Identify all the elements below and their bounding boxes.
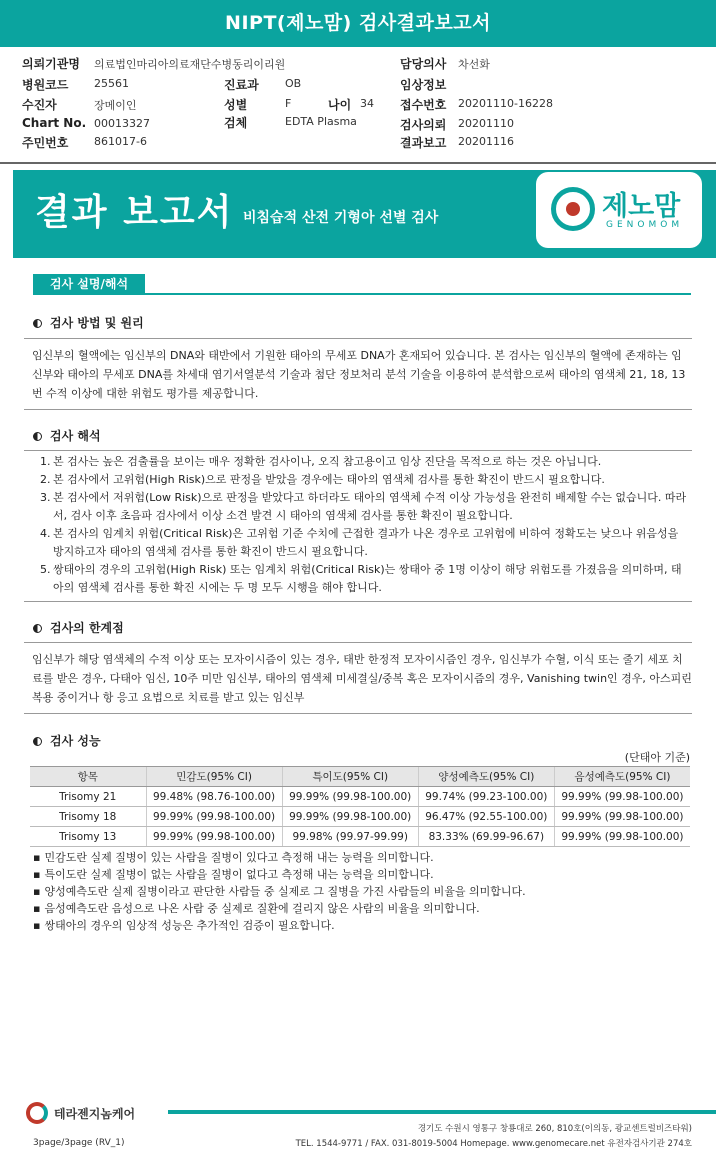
logo-text: 제노맘 [602, 191, 681, 222]
performance-table [30, 766, 690, 847]
genomom-logo-icon [551, 187, 595, 231]
divider [24, 450, 692, 451]
table-cell: Trisomy 21 [30, 787, 146, 807]
doctor-value: 차선화 [458, 58, 490, 71]
list-item: 3. 본 검사에서 저위험(Low Risk)으로 판정을 받았다고 하더라도 태아의 염색체 수적 이상 가능성을 완전히 배제할 수는 없습니다. 따라서, 검사 이후 초음파 검사에서 이상 소견 발견 시 태아의 염색체 검사를 통한 확진이 필요합니다. [40, 491, 687, 522]
receiver-value: 장메이인 [94, 99, 137, 112]
table-cell: Trisomy 18 [30, 807, 146, 827]
table-cell: 99.99% (99.98-100.00) [282, 807, 418, 827]
company-logo-icon [26, 1102, 48, 1124]
report-title: NIPT(제노맘) 검사결과보고서 [0, 0, 716, 47]
table-cell: 99.48% (98.76-100.00) [146, 787, 282, 807]
interpret-heading: 검사 해석 [33, 427, 101, 444]
table-cell: 99.99% (99.98-100.00) [554, 787, 690, 807]
patient-info [22, 51, 702, 151]
unit-note: (단태아 기준) [624, 751, 690, 764]
note-item: ▪ 쌍태아의 경우의 임상적 성능은 추가적인 검증이 필요합니다. [33, 917, 693, 934]
note-item: ▪ 민감도란 실제 질병이 있는 사람을 질병이 있다고 측정해 내는 능력을 의미합니다. [33, 849, 693, 866]
table-row [30, 827, 690, 847]
half-circle-icon [33, 432, 42, 441]
table-cell: 99.99% (99.98-100.00) [146, 827, 282, 847]
divider [24, 713, 692, 714]
method-body: 임신부의 혈액에는 임신부의 DNA와 태반에서 기원한 태아의 무세포 DNA가 혼재되어 있습니다. 본 검사는 임신부의 혈액에 존재하는 임신부와 태아의 무세포 DNA를 차세대 염기서열분석 기술과 첨단 정보처리 분석 기술을 이용하여 분석함으로써 태아의 염색체 21, 18, 13번 수적 이상에 대한 위험도 평가를 제공합니다. [32, 349, 686, 400]
note-item: ▪ 양성예측도란 실제 질병이라고 판단한 사람들 중 실제로 그 질병을 가진 사람들의 비율을 의미합니다. [33, 883, 693, 900]
table-row [30, 807, 690, 827]
clinical-label: 임상정보 [400, 78, 447, 92]
chart-value: 00013327 [94, 117, 150, 130]
company-contact: TEL. 1544-9771 / FAX. 031-8019-5004 Homepage. www.genomecare.net 유전자검사기관 274호 [295, 1139, 692, 1149]
accession-label: 접수번호 [400, 98, 447, 112]
table-cell: 83.33% (69.99-96.67) [418, 827, 554, 847]
table-cell: 96.47% (92.55-100.00) [418, 807, 554, 827]
method-heading: 검사 방법 및 원리 [33, 314, 144, 331]
section-tab: 검사 설명/해석 [33, 274, 145, 294]
age-label: 나이 [328, 98, 352, 112]
performance-heading: 검사 성능 [33, 732, 101, 749]
half-circle-icon [33, 624, 42, 633]
id-label: 주민번호 [22, 136, 69, 150]
table-cell: 99.99% (99.98-100.00) [554, 827, 690, 847]
column-header: 특이도(95% CI) [282, 767, 418, 787]
sex-value: F [285, 97, 292, 110]
table-cell: Trisomy 13 [30, 827, 146, 847]
company-name: 테라젠지놈케어 [54, 1107, 136, 1121]
column-header: 항목 [30, 767, 146, 787]
result-banner [13, 170, 716, 258]
interpret-list [40, 453, 690, 597]
divider [24, 642, 692, 643]
report-date-label: 결과보고 [400, 136, 447, 150]
receiver-label: 수진자 [22, 98, 57, 112]
table-cell: 99.98% (99.97-99.99) [282, 827, 418, 847]
list-item: 2. 본 검사에서 고위험(High Risk)으로 판정을 받았을 경우에는 태아의 염색체 검사를 통한 확진이 반드시 필요합니다. [40, 473, 605, 486]
table-cell: 99.99% (99.98-100.00) [282, 787, 418, 807]
limits-heading: 검사의 한계점 [33, 619, 124, 636]
header-divider [0, 162, 716, 164]
sex-label: 성별 [224, 98, 248, 112]
accession-value: 20201110-16228 [458, 97, 553, 110]
table-header-row [30, 767, 690, 787]
hospital-code-value: 25561 [94, 77, 129, 90]
column-header: 민감도(95% CI) [146, 767, 282, 787]
list-item: 4. 본 검사의 임계치 위험(Critical Risk)은 고위험 기준 수치에 근접한 결과가 나온 경우로 고위험에 비하여 정확도는 낮으나 위음성을 방지하고자 태아의 염색체 검사를 통한 확진이 반드시 필요합니다. [40, 527, 679, 558]
divider [24, 338, 692, 339]
section-underline [33, 293, 691, 295]
column-header: 양성예측도(95% CI) [418, 767, 554, 787]
dept-label: 진료과 [224, 78, 259, 92]
dept-value: OB [285, 77, 302, 90]
list-item: 1. 본 검사는 높은 검출률을 보이는 매우 정확한 검사이나, 오직 참고용이고 임상 진단을 목적으로 하는 것은 아닙니다. [40, 455, 602, 468]
chart-label: Chart No. [22, 116, 87, 130]
id-value: 861017-6 [94, 135, 147, 148]
report-date-value: 20201116 [458, 135, 514, 148]
limits-body: 임신부가 해당 염색체의 수적 이상 또는 모자이시즘이 있는 경우, 태반 한정적 모자이시즘인 경우, 임신부가 수혈, 이식 또는 줄기 세포 치료를 받은 경우, 다태아 임신, 10주 미만 임신부, 태아의 염색체 미세결실/중복 혹은 모자이시즘의 경우, Vanishing twin인 경우, 아스피린 복용 중이거나 항 응고 요법으로 치료를 받고 있는 임신부 [32, 653, 692, 704]
note-item: ▪ 특이도란 실제 질병이 없는 사람을 질병이 없다고 측정해 내는 능력을 의미합니다. [33, 866, 693, 883]
banner-title: 결과 보고서 [35, 192, 234, 233]
specimen-value: EDTA Plasma [285, 115, 357, 128]
institution-label: 의뢰기관명 [22, 57, 80, 71]
hospital-code-label: 병원코드 [22, 78, 69, 92]
half-circle-icon [33, 737, 42, 746]
age-value: 34 [360, 97, 374, 110]
page-number: 3page/3page (RV_1) [33, 1138, 125, 1148]
logo-subtext: GENOMOM [606, 220, 684, 230]
performance-notes [33, 849, 693, 934]
table-cell: 99.74% (99.23-100.00) [418, 787, 554, 807]
genomom-logo [536, 172, 702, 248]
request-label: 검사의뢰 [400, 118, 447, 132]
request-value: 20201110 [458, 117, 514, 130]
list-item: 5. 쌍태아의 경우의 고위험(High Risk) 또는 임계치 위험(Critical Risk)는 쌍태아 중 1명 이상이 해당 위험도를 가졌음을 의미하며, 태아의 염색체 검사를 통한 확진 시에는 두 명 모두 시행을 해야 합니다. [40, 563, 682, 594]
doctor-label: 담당의사 [400, 57, 447, 71]
company-address: 경기도 수원시 영통구 창룡대로 260, 810호(이의동, 광교센트럴비즈타워) [417, 1124, 692, 1134]
specimen-label: 검체 [224, 116, 248, 130]
banner-subtitle: 비침습적 산전 기형아 선별 검사 [243, 210, 439, 226]
table-row [30, 787, 690, 807]
half-circle-icon [33, 319, 42, 328]
note-item: ▪ 음성예측도란 음성으로 나온 사람 중 실제로 질환에 걸리지 않은 사람의 비율을 의미합니다. [33, 900, 693, 917]
footer-divider [168, 1110, 716, 1114]
column-header: 음성예측도(95% CI) [554, 767, 690, 787]
institution-value: 의료법인마리아의료재단수병동리이리원 [94, 58, 286, 71]
divider [24, 409, 692, 410]
table-cell: 99.99% (99.98-100.00) [146, 807, 282, 827]
table-cell: 99.99% (99.98-100.00) [554, 807, 690, 827]
divider [24, 601, 692, 602]
